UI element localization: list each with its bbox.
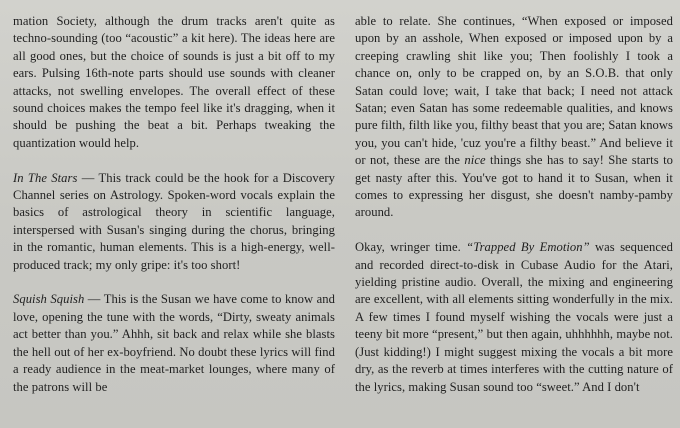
paragraph-text: mation Society, although the drum tracks aren't quite as techno-sounding (too “acoustic” a kit here). The ideas here are all good ones, but the choice of sounds is just a bit off to my ears. Pulsing 16th-note parts should use sounds with cleaner attacks, not swelling envelopes. The overall effect of these sound choices makes the tempo feel like it's dragging, when it should be pushing the beat a bit. Perhaps tweaking the quantization would help. bbox=[13, 14, 335, 150]
paragraph-wringer-time bbox=[355, 239, 673, 396]
paragraph-text: able to relate. She continues, “When exposed or imposed upon by an asshole, When exposed or imposed upon by a creeping crawling shit like you; Then foolishly I took a chance on, only to be crapped on, by an S.O.B. that only Satan could love; wait, I take that back; I need not attack Satan; even Satan has some redeemable qualities, and knows pure filth, filth like you, filthy beast that you are; Satan knows you, you can't hide, 'cuz you're a filthy beast.” And believe it or not, these are the bbox=[355, 14, 673, 168]
paragraph-squish-squish bbox=[13, 291, 335, 395]
paragraph-in-the-stars bbox=[13, 170, 335, 274]
paragraph-text: was sequenced and recorded direct-to-disk in Cubase Audio for the Atari, yielding pristine audio. Overall, the mixing and engineering are excellent, with all elements sitting wonderfully in the mix. A few times I found myself wishing the vocals were just a teeny bit more “present,” but then again, uhhhhhh, maybe not. (Just kidding!) I might suggest mixing the vocals a bit more dry, as the reverb at times interferes with the cutting nature of the lyrics, making Susan sound too “sweet.” And I don't bbox=[355, 240, 673, 394]
paragraph-text: — This track could be the hook for a Discovery Channel series on Astrology. Spoken-word vocals explain the basics of astrological theory in scientific language, interspersed with Susan's singing during the chorus, bringing in the romantic, human elements. This is a high-energy, well-produced track; my only gripe: it's too short! bbox=[13, 170, 335, 272]
column-gutter bbox=[338, 0, 352, 428]
paragraph-text: Okay, wringer time. bbox=[355, 240, 467, 255]
track-title-in-the-stars: In The Stars bbox=[13, 170, 78, 185]
right-column bbox=[355, 13, 673, 396]
paragraph-text: — This is the Susan we have come to know and love, opening the tune with the words, “Dirty, sweaty animals act better than you.” Ahhh, sit back and relax while she blasts the hell out of her ex-boyfriend. No doubt these lyrics will find a ready audience in the meat-market lounges, where many of the patrons will be bbox=[13, 292, 335, 394]
paragraph-lyrics-quote bbox=[355, 13, 673, 222]
album-title-trapped-by-emotion: “Trapped By Emotion” bbox=[466, 240, 590, 255]
emphasis-nice: nice bbox=[464, 153, 486, 168]
paragraph-drum-tracks bbox=[13, 13, 335, 152]
left-column bbox=[13, 13, 335, 396]
paragraph-text: things she has to say! She starts to get nasty after this. You've got to hand it to Susan, when it comes to expressing her disgust, she doesn't namby-pamby around. bbox=[355, 153, 673, 220]
track-title-squish-squish: Squish Squish bbox=[13, 292, 85, 307]
